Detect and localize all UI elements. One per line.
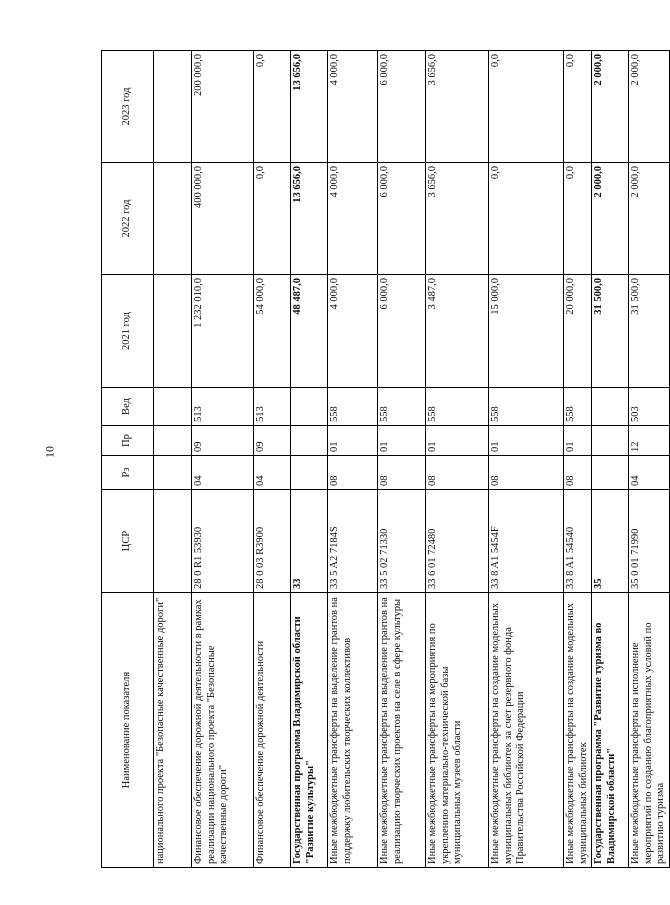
cell-rz: 08 xyxy=(489,456,564,490)
cell-csr: 33 8 A1 5454F xyxy=(489,490,564,593)
cell-pr xyxy=(154,426,192,456)
cell-2022: 2 000,0 xyxy=(629,163,670,275)
cell-2022: 400 000,0 xyxy=(192,163,254,275)
cell-2023: 13 656,0 xyxy=(291,51,328,163)
cell-pr: 01 xyxy=(426,426,489,456)
cell-2021: 3 487,0 xyxy=(426,275,489,388)
cell-name: Иные межбюджетные трансферты на выделение грантов на поддержку любительских творческих коллективов xyxy=(328,593,378,868)
cell-2022: 13 656,0 xyxy=(291,163,328,275)
cell-2022 xyxy=(154,163,192,275)
cell-pr: 09 xyxy=(254,426,291,456)
cell-name: Финансовое обеспечение дорожной деятельности xyxy=(254,593,291,868)
cell-name: Иные межбюджетные трансферты на создание модельных муниципальных библиотек за счет резервного фонда Правительства Российской Федерации xyxy=(489,593,564,868)
cell-2023: 0,0 xyxy=(254,51,291,163)
table-row xyxy=(629,51,670,868)
cell-2022: 6 000,0 xyxy=(378,163,426,275)
cell-ved xyxy=(291,388,328,426)
cell-ved: 558 xyxy=(328,388,378,426)
cell-2022: 4 000,0 xyxy=(328,163,378,275)
cell-rz xyxy=(154,456,192,490)
table-row xyxy=(592,51,629,868)
table-row xyxy=(154,51,192,868)
cell-2023: 3 656,0 xyxy=(426,51,489,163)
rotated-table-wrapper xyxy=(101,51,666,868)
budget-table xyxy=(101,50,670,868)
cell-csr: 33 5 02 71330 xyxy=(378,490,426,593)
cell-pr: 01 xyxy=(378,426,426,456)
cell-pr: 01 xyxy=(328,426,378,456)
table-row xyxy=(254,51,291,868)
cell-name: Иные межбюджетные трансферты на исполнение мероприятий по созданию благоприятных условий по развитию туризма xyxy=(629,593,670,868)
cell-2021: 31 500,0 xyxy=(592,275,629,388)
cell-2021: 20 000,0 xyxy=(564,275,592,388)
table-body xyxy=(154,51,670,868)
cell-2021: 4 000,0 xyxy=(328,275,378,388)
cell-2021: 1 232 010,0 xyxy=(192,275,254,388)
cell-2023: 0,0 xyxy=(564,51,592,163)
table-row xyxy=(489,51,564,868)
cell-csr: 33 xyxy=(291,490,328,593)
cell-pr xyxy=(592,426,629,456)
table-row xyxy=(426,51,489,868)
cell-2022: 0,0 xyxy=(489,163,564,275)
cell-rz: 08 xyxy=(328,456,378,490)
cell-name: национального проекта "Безопасные качественные дороги" xyxy=(154,593,192,868)
cell-name: Государственная программа Владимирской области "Развитие культуры" xyxy=(291,593,328,868)
cell-pr: 01 xyxy=(489,426,564,456)
cell-2021: 15 000,0 xyxy=(489,275,564,388)
cell-name: Финансовое обеспечение дорожной деятельности в рамках реализации национального проекта "Безопасные качественные дороги" xyxy=(192,593,254,868)
cell-ved: 513 xyxy=(192,388,254,426)
cell-csr: 35 0 01 71990 xyxy=(629,490,670,593)
cell-csr: 28 0 03 R3900 xyxy=(254,490,291,593)
header-pr: Пр xyxy=(102,426,154,456)
cell-rz xyxy=(592,456,629,490)
cell-csr: 33 5 A2 7184S xyxy=(328,490,378,593)
header-2022: 2022 год xyxy=(102,163,154,275)
table-header-row xyxy=(102,51,154,868)
cell-name: Иные межбюджетные трансферты на мероприятия по укреплению материально-технической базы муниципальных музеев области xyxy=(426,593,489,868)
cell-2023: 2 000,0 xyxy=(592,51,629,163)
cell-rz: 08 xyxy=(426,456,489,490)
cell-csr: 28 0 R1 53930 xyxy=(192,490,254,593)
cell-csr: 35 xyxy=(592,490,629,593)
header-name: Наименование показателя xyxy=(102,593,154,868)
cell-2023: 2 000,0 xyxy=(629,51,670,163)
cell-rz: 04 xyxy=(192,456,254,490)
cell-name: Государственная программа "Развитие туризма во Владимирской области" xyxy=(592,593,629,868)
cell-ved: 558 xyxy=(378,388,426,426)
cell-ved: 558 xyxy=(426,388,489,426)
cell-2022: 0,0 xyxy=(564,163,592,275)
cell-rz: 04 xyxy=(254,456,291,490)
cell-pr: 01 xyxy=(564,426,592,456)
cell-rz: 08 xyxy=(378,456,426,490)
cell-ved xyxy=(154,388,192,426)
cell-rz xyxy=(291,456,328,490)
table-row xyxy=(564,51,592,868)
cell-pr: 09 xyxy=(192,426,254,456)
cell-pr: 12 xyxy=(629,426,670,456)
cell-2023 xyxy=(154,51,192,163)
cell-2021 xyxy=(154,275,192,388)
cell-csr xyxy=(154,490,192,593)
table-row xyxy=(378,51,426,868)
header-rz: Рз xyxy=(102,456,154,490)
cell-csr: 33 8 A1 54540 xyxy=(564,490,592,593)
cell-ved xyxy=(592,388,629,426)
cell-ved: 558 xyxy=(564,388,592,426)
cell-2023: 4 000,0 xyxy=(328,51,378,163)
page-number: 10 xyxy=(42,446,57,458)
cell-2023: 6 000,0 xyxy=(378,51,426,163)
cell-rz: 04 xyxy=(629,456,670,490)
cell-rz: 08 xyxy=(564,456,592,490)
cell-2021: 54 000,0 xyxy=(254,275,291,388)
cell-2022: 2 000,0 xyxy=(592,163,629,275)
cell-2023: 200 000,0 xyxy=(192,51,254,163)
header-csr: ЦСР xyxy=(102,490,154,593)
cell-2021: 31 500,0 xyxy=(629,275,670,388)
cell-2022: 0,0 xyxy=(254,163,291,275)
cell-csr: 33 6 01 72480 xyxy=(426,490,489,593)
cell-2023: 0,0 xyxy=(489,51,564,163)
cell-name: Иные межбюджетные трансферты на выделение грантов на реализацию творческих проектов на селе в сфере культуры xyxy=(378,593,426,868)
table-row xyxy=(328,51,378,868)
table-row xyxy=(291,51,328,868)
cell-2021: 6 000,0 xyxy=(378,275,426,388)
cell-2021: 48 487,0 xyxy=(291,275,328,388)
cell-2022: 3 656,0 xyxy=(426,163,489,275)
cell-ved: 513 xyxy=(254,388,291,426)
cell-pr xyxy=(291,426,328,456)
header-2023: 2023 год xyxy=(102,51,154,163)
cell-ved: 503 xyxy=(629,388,670,426)
cell-ved: 558 xyxy=(489,388,564,426)
cell-name: Иные межбюджетные трансферты на создание модельных муниципальных библиотек xyxy=(564,593,592,868)
header-2021: 2021 год xyxy=(102,275,154,388)
table-row xyxy=(192,51,254,868)
header-ved: Вед xyxy=(102,388,154,426)
